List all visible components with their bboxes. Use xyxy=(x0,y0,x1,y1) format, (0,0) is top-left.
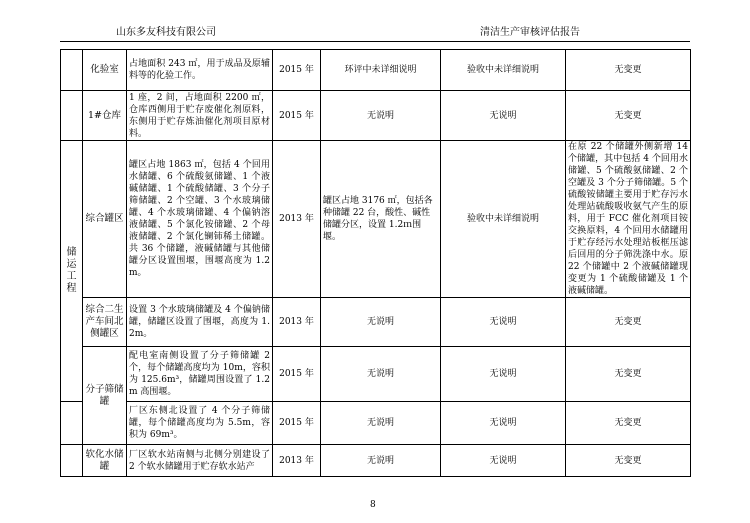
facility-name: 分子筛储罐 xyxy=(83,347,127,445)
change-status: 无变更 xyxy=(566,91,691,141)
facility-description: 1 座，2 间，占地面积 2200 ㎡，仓库西侧用于贮存废催化剂原料，东侧用于贮存炼油催化剂项目原材料。 xyxy=(127,91,273,141)
change-status: 无变更 xyxy=(566,445,691,477)
table-cell-blank xyxy=(61,50,83,91)
change-status: 在原 22 个储罐外侧新增 14 个储罐，其中包括 4 个回用水储罐、5 个硫酸氨储罐、2 个空罐及 3 个分子筛储罐。5 个硫酸铵储罐主要用于贮存污水处理站硫酸吸收氨气产生的原料，用于 FCC 催化剂项目铵交换原料，4 个回用水储罐用于贮存经污水处理站板框压滤后回用的分子筛洗涤中水。原 22 个储罐中 2 个液碱储罐现变更为 1 个硫酸储罐及 1 个液碱储罐。 xyxy=(566,141,691,298)
eia-status: 无说明 xyxy=(321,445,441,477)
build-year: 2015 年 xyxy=(273,91,321,141)
eia-status: 罐区占地 3176 ㎡，包括各种储罐 22 台，酸性、碱性储罐分区，设置 1.2ｍ围堰。 xyxy=(321,141,441,298)
facility-name: 软化水储罐 xyxy=(83,445,127,477)
acceptance-status: 验收中未详细说明 xyxy=(441,141,566,298)
acceptance-status: 验收中未详细说明 xyxy=(441,50,566,91)
table-row xyxy=(61,402,691,445)
table-row xyxy=(61,50,691,91)
facility-description: 厂区软水站南侧与北侧分别建设了 2 个软水储罐用于贮存软水站产 xyxy=(127,445,273,477)
table-row xyxy=(61,91,691,141)
table-row xyxy=(61,347,691,402)
facility-description: 配电室南侧设置了分子筛储罐 2 个，每个储罐高度均为 10m，容积为 125.6m³，储罐周围设置了 1.2m 高围堰。 xyxy=(127,347,273,402)
facility-name: 1#仓库 xyxy=(83,91,127,141)
table-cell-blank xyxy=(61,445,83,477)
facility-description: 罐区占地 1863 ㎡，包括 4 个回用水储罐、6 个硫酸氨储罐、1 个液碱储罐、1 个硫酸储罐、3 个分子筛储罐、2 个空罐、3 个水玻璃储罐、4 个水玻璃储罐、4 个偏钠溶液储罐、5 个氯化铵储罐、2 个母液储罐、2 个氯化镧铈稀土储罐。共 36 个储罐，液碱储罐与其他储罐分区设置围堰，围堰高度为 1.2m。 xyxy=(127,141,273,298)
change-status: 无变更 xyxy=(566,402,691,445)
table-row xyxy=(61,298,691,347)
build-year: 2015 年 xyxy=(273,50,321,91)
header-company: 山东多友科技有限公司 xyxy=(116,27,216,38)
acceptance-status: 无说明 xyxy=(441,347,566,402)
build-year: 2013 年 xyxy=(273,141,321,298)
eia-status: 无说明 xyxy=(321,91,441,141)
facility-name: 化验室 xyxy=(83,50,127,91)
acceptance-status: 无说明 xyxy=(441,445,566,477)
acceptance-status: 无说明 xyxy=(441,298,566,347)
header-report-title: 清洁生产审核评估报告 xyxy=(480,27,580,38)
build-year: 2013 年 xyxy=(273,445,321,477)
facility-description: 占地面积 243 ㎡，用于成品及原辅料等的化验工作。 xyxy=(127,50,273,91)
table-cell-blank xyxy=(61,91,83,141)
eia-status: 无说明 xyxy=(321,402,441,445)
facility-description: 厂区东侧北设置了 4 个分子筛储罐，每个储罐高度均为 5.5m，容积为 69m³。 xyxy=(127,402,273,445)
eia-status: 无说明 xyxy=(321,347,441,402)
eia-status: 环评中未详细说明 xyxy=(321,50,441,91)
table-row xyxy=(61,445,691,477)
page-header xyxy=(60,26,690,42)
table-row xyxy=(61,141,691,298)
eia-status: 无说明 xyxy=(321,298,441,347)
category-label: 储运 工程 xyxy=(61,141,83,402)
acceptance-status: 无说明 xyxy=(441,91,566,141)
facility-name: 综合罐区 xyxy=(83,141,127,298)
page-number: 8 xyxy=(370,500,376,510)
change-status: 无变更 xyxy=(566,50,691,91)
header-rule xyxy=(60,41,690,42)
change-status: 无变更 xyxy=(566,347,691,402)
acceptance-status: 无说明 xyxy=(441,402,566,445)
change-status: 无变更 xyxy=(566,298,691,347)
facility-name: 综合二生产车间北侧罐区 xyxy=(83,298,127,347)
table-cell-blank xyxy=(61,402,83,445)
build-year: 2015 年 xyxy=(273,402,321,445)
storage-engineering-table xyxy=(60,49,691,477)
facility-description: 设置 3 个水玻璃储罐及 4 个偏钠储罐，储罐区设置了围堰，高度为 1.2m。 xyxy=(127,298,273,347)
build-year: 2015 年 xyxy=(273,347,321,402)
build-year: 2013 年 xyxy=(273,298,321,347)
